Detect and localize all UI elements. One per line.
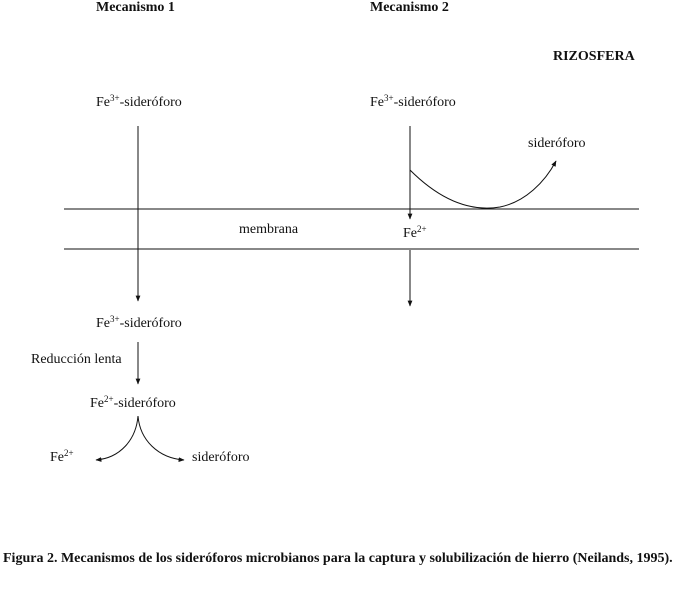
rizosfera-label: RIZOSFERA — [553, 49, 635, 64]
slow-reduction-label: Reducción lenta — [31, 352, 122, 367]
charge: 2+ — [417, 224, 427, 234]
element-symbol: Fe — [96, 316, 110, 331]
mech1-fe2-ion — [50, 450, 74, 466]
split-arrow-left — [96, 416, 138, 460]
mech2-fe2-ion — [403, 226, 427, 242]
element-symbol: Fe — [90, 396, 104, 411]
complex-suffix: -sideróforo — [393, 95, 456, 110]
element-symbol: Fe — [403, 226, 417, 241]
mech1-fe2-siderophore — [90, 396, 176, 412]
mechanism-1-header: Mecanismo 1 — [96, 0, 175, 15]
mech1-fe3-siderophore — [96, 95, 182, 111]
mech1-fe3-siderophore-inside — [96, 316, 182, 332]
charge: 2+ — [104, 394, 114, 404]
mech1-free-siderophore: sideróforo — [192, 450, 250, 465]
charge: 2+ — [64, 448, 74, 458]
mech2-released-siderophore: sideróforo — [528, 136, 586, 151]
mechanism-2-header: Mecanismo 2 — [370, 0, 449, 15]
complex-suffix: -sideróforo — [119, 316, 182, 331]
charge: 3+ — [110, 314, 120, 324]
charge: 3+ — [384, 93, 394, 103]
complex-suffix: -sideróforo — [113, 396, 176, 411]
element-symbol: Fe — [50, 450, 64, 465]
siderophore-release-arrow — [410, 161, 556, 208]
membrane-label: membrana — [239, 222, 299, 237]
element-symbol: Fe — [96, 95, 110, 110]
mech2-fe3-siderophore — [370, 95, 456, 111]
complex-suffix: -sideróforo — [119, 95, 182, 110]
split-arrow-right — [138, 416, 184, 460]
charge: 3+ — [110, 93, 120, 103]
figure-caption: Figura 2. Mecanismos de los sideróforos microbianos para la captura y solubilización de hierro (Neilands, 1995). — [3, 551, 673, 566]
element-symbol: Fe — [370, 95, 384, 110]
